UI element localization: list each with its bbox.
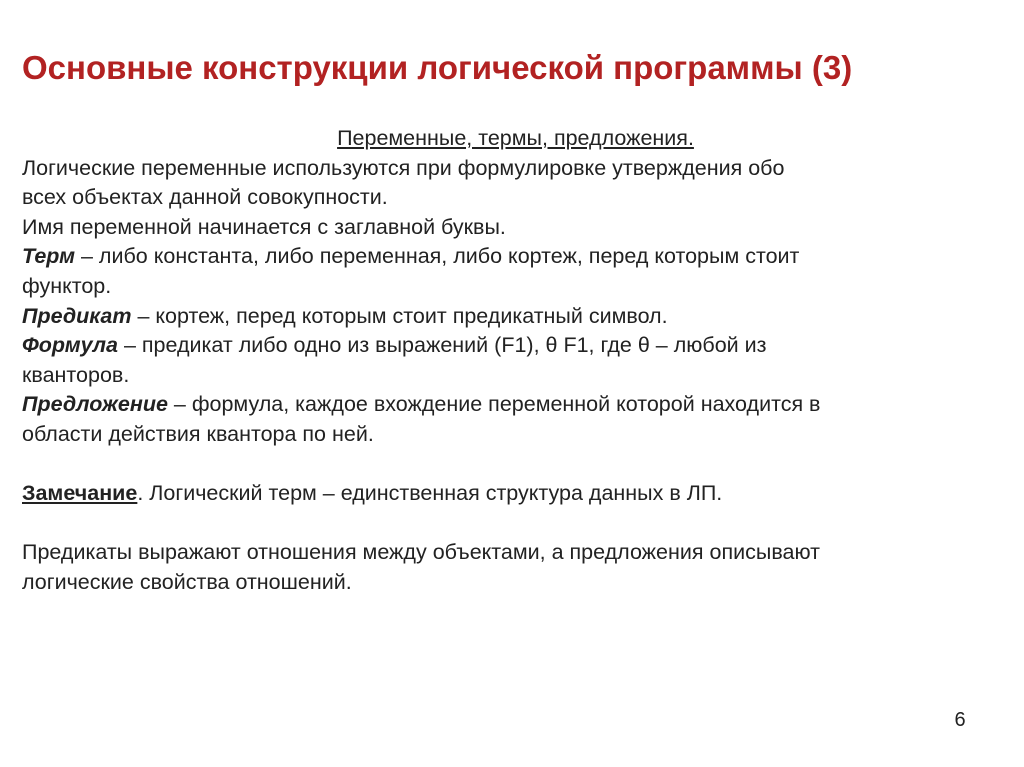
sentence-definition (22, 390, 997, 420)
page-number: 6 (954, 709, 966, 731)
predicate-text: – кортеж, перед которым стоит предикатный символ. (131, 303, 668, 328)
sentence-text-1: – формула, каждое вхождение переменной которой находится в (167, 392, 821, 417)
spacer (22, 509, 997, 539)
predicate-definition (22, 302, 997, 332)
term-definition (22, 242, 997, 272)
slide-body (22, 124, 997, 598)
variables-line-2: всех объектах данной совокупности. (22, 185, 388, 210)
formula-label: Формула (22, 333, 118, 358)
remark-text: . Логический терм – единственная структура данных в ЛП. (137, 481, 723, 506)
formula-definition (22, 331, 997, 361)
name-rule: Имя переменной начинается с заглавной буквы. (22, 214, 506, 239)
term-text-1: – либо константа, либо переменная, либо кортеж, перед которым стоит (75, 244, 800, 269)
formula-text-1: – предикат либо одно из выражений (F1), θ F1, где θ – любой из (117, 333, 767, 358)
subheading: Переменные, термы, предложения. (337, 126, 694, 150)
formula-text-2: кванторов. (22, 362, 130, 387)
spacer (22, 450, 997, 480)
slide-title: Основные конструкции логической программы (3) (22, 49, 853, 86)
closing-line-1: Предикаты выражают отношения между объектами, а предложения описывают (22, 540, 820, 565)
predicate-label: Предикат (22, 303, 132, 328)
variables-line-1: Логические переменные используются при формулировке утверждения обо (22, 155, 785, 180)
sentence-label: Предложение (22, 392, 168, 417)
remark-label: Замечание (22, 481, 138, 506)
closing-line-2: логические свойства отношений. (22, 569, 352, 594)
sentence-text-2: области действия квантора по ней. (22, 421, 374, 446)
term-text-2: функтор. (22, 273, 112, 298)
term-label: Терм (22, 244, 76, 269)
remark (22, 479, 997, 509)
